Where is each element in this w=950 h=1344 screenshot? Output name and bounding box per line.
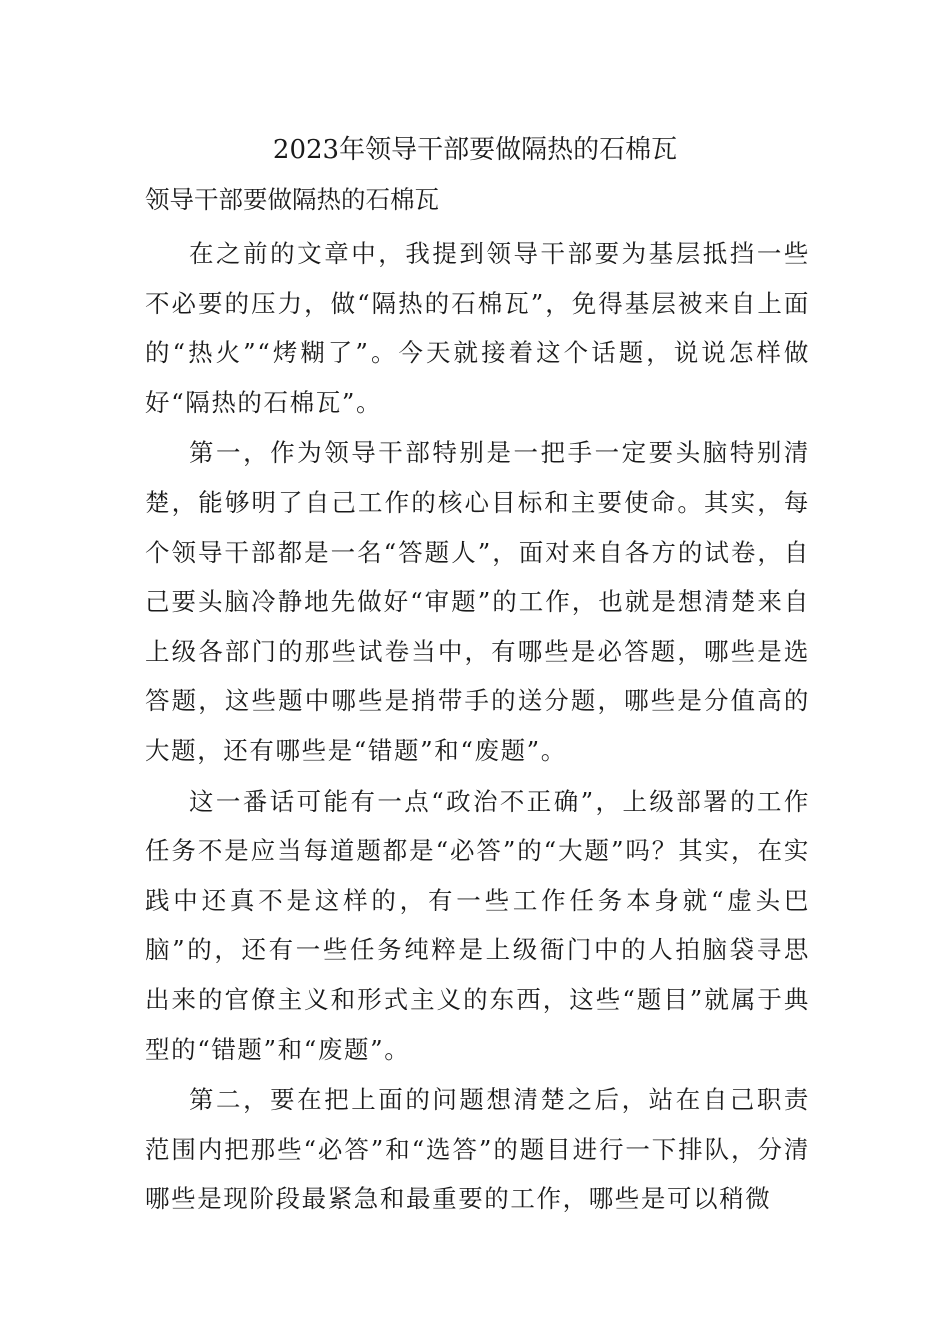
paragraph-2: 第一，作为领导干部特别是一把手一定要头脑特别清楚，能够明了自己工作的核心目标和主要使命。其实，每个领导干部都是一名“答题人”，面对来自各方的试卷，自己要头脑冷静地先做好“审题”的工作，也就是想清楚来自上级各部门的那些试卷当中，有哪些是必答题，哪些是选答题，这些题中哪些是捎带手的送分题，哪些是分值高的大题，还有哪些是“错题”和“废题”。 (145, 438, 810, 765)
paragraph-3: 这一番话可能有一点“政治不正确”，上级部署的工作任务不是应当每道题都是“必答”的“大题”吗？其实，在实践中还真不是这样的，有一些工作任务本身就“虚头巴脑”的，还有一些任务纯粹是上级衙门中的人拍脑袋寻思出来的官僚主义和形式主义的东西，这些“题目”就属于典型的“错题”和“废题”。 (145, 786, 810, 1064)
document-body (145, 229, 810, 1225)
document-subtitle: 领导干部要做隔热的石棉瓦 (145, 185, 439, 214)
paragraph-1: 在之前的文章中，我提到领导干部要为基层抵挡一些不必要的压力，做“隔热的石棉瓦”，免得基层被来自上面的“热火”“烤糊了”。今天就接着这个话题，说说怎样做好“隔热的石棉瓦”。 (145, 239, 810, 417)
paragraph-4: 第二，要在把上面的问题想清楚之后，站在自己职责范围内把那些“必答”和“选答”的题目进行一下排队，分清哪些是现阶段最紧急和最重要的工作，哪些是可以稍微 (145, 1085, 810, 1214)
document-title: 2023年领导干部要做隔热的石棉瓦 (272, 135, 678, 165)
